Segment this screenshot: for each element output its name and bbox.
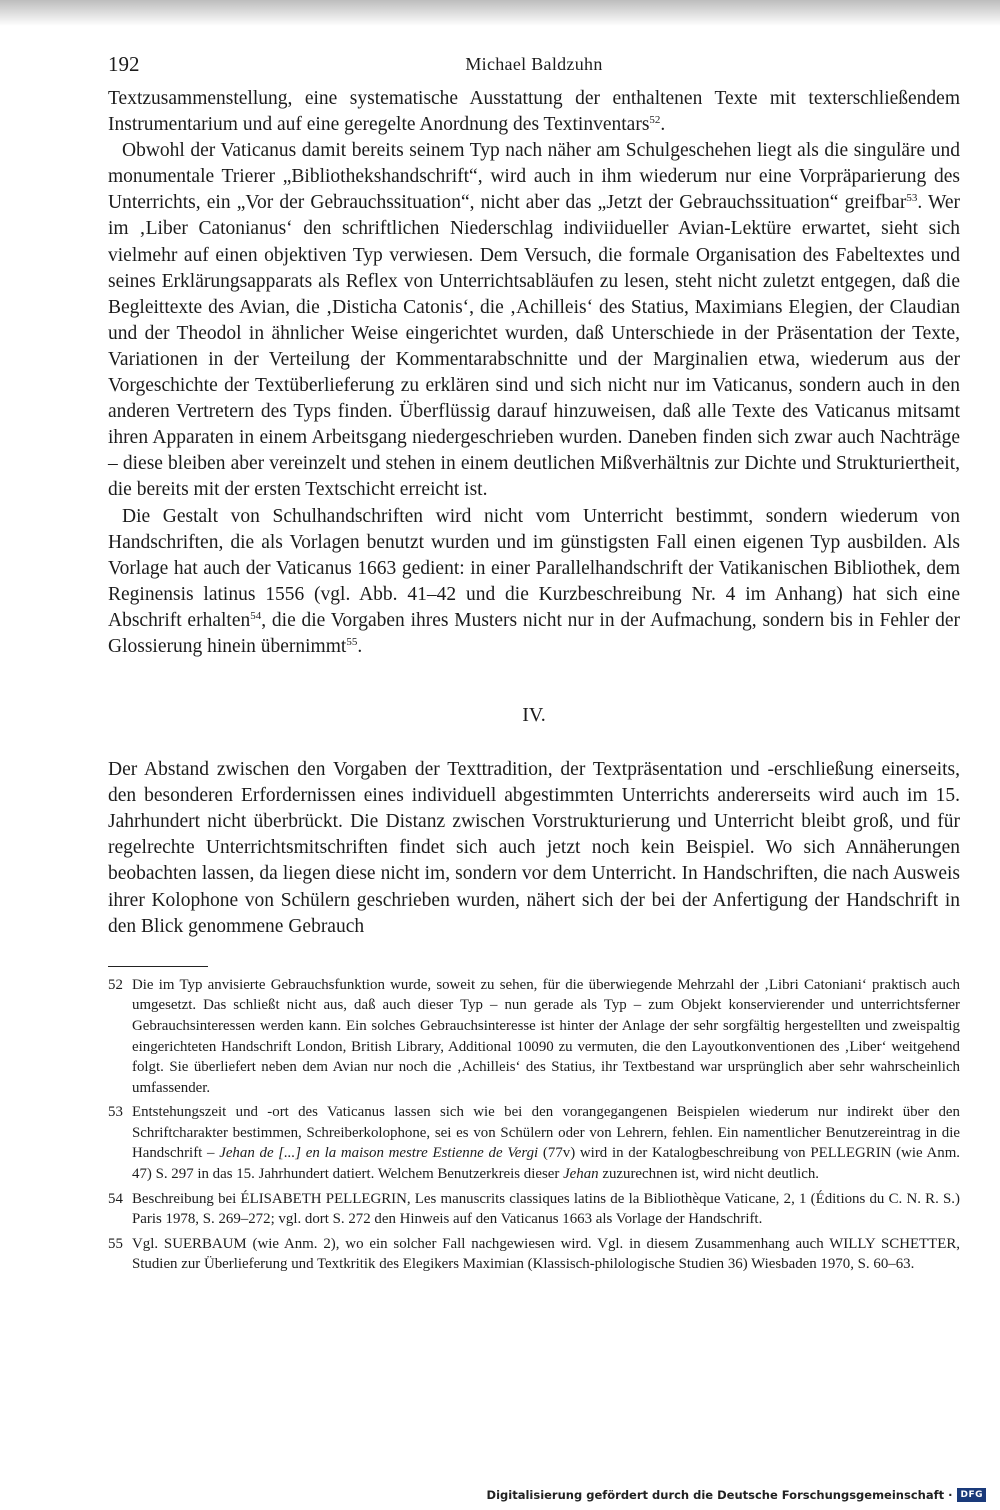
credit-text: Digitalisierung gefördert durch die Deutsche Forschungsgemeinschaft · bbox=[486, 1488, 953, 1502]
paragraph-1-text: Textzusammenstellung, eine systematische Ausstattung der enthaltenen Texte mit texterschließendem Instrumentarium und auf eine geregelte Anordnung des Textinventars bbox=[108, 88, 960, 136]
footnote-52 bbox=[108, 975, 960, 1099]
paragraph-1 bbox=[108, 86, 960, 138]
footnote-number: 54 bbox=[108, 1190, 123, 1207]
dfg-logo: DFG bbox=[957, 1488, 986, 1502]
paragraph-2-text-a: Obwohl der Vaticanus damit bereits seinem Typ nach näher am Schulgeschehen liegt als die singuläre und monumentale Trierer „Bibliothekshandschrift“, wird auch in ihm wiederum nur eine Vorpräparierung des Unterrichts, ein „Vor der Gebrauchssituation“, nicht aber das „Jetzt der Gebrauchssituation“ greifbar bbox=[108, 140, 960, 214]
footnote-text: (77v) wird in der Katalogbeschreibung von PELLEGRIN (wie Anm. 47) S. 297 in das 15. Jahrhundert datiert. Welchem Benutzerkreis dieser bbox=[132, 1145, 961, 1183]
footnote-text: Beschreibung bei ÉLISABETH PELLEGRIN, Les manuscrits classiques latins de la Bibliothèque Vaticane, 2, 1 (Éditions du C. N. R. S.) Paris 1978, S. 269–272; vgl. dort S. 272 den Hinweis auf den Vaticanus 1663 als Vorlage der Handschrift. bbox=[132, 1190, 960, 1228]
footnotes bbox=[108, 975, 960, 1275]
digitization-credit bbox=[487, 1488, 986, 1502]
paragraph-3-end: . bbox=[357, 635, 363, 657]
footnote-text: Entstehungszeit und -ort des Vaticanus lassen sich wie bei den vorangegangenen Beispielen wiederum nur indirekt über den Schriftcharakter bestimmen, Schreiberkolophone, sei es von Schülern oder von Lehrern, fehlen. Ein namentlicher Benutzereintrag in die Handschrift – bbox=[132, 1104, 960, 1162]
scan-edge bbox=[0, 0, 1000, 26]
body-text bbox=[108, 86, 960, 940]
page-number: 192 bbox=[108, 52, 140, 76]
paragraph-2 bbox=[108, 138, 960, 503]
book-page bbox=[108, 52, 960, 1279]
footnote-ref-52[interactable]: 52 bbox=[649, 114, 661, 127]
running-head bbox=[108, 52, 960, 86]
paragraph-3-text-b: , die die Vorgaben ihres Musters nicht nur in der Aufmachung, sondern bis in Fehler der Glossierung hinein übernimmt bbox=[108, 609, 960, 657]
footnote-italic: Jehan bbox=[563, 1166, 599, 1183]
paragraph-2-text-b: . Wer im ‚Liber Catonianus‘ den schriftlichen Niederschlag indiviidueller Avian-Lektüre erwartet, sieht sich vielmehr auf einen objektiven Typ verwiesen. Dem Versuch, die formale Organisation des Fabeltextes und seines Erklärungsapparats als Reflex von Unterrichtsabläufen zu lesen, steht nicht zuletzt entgegen, daß die Begleittexte des Avian, die ‚Disticha Catonis‘, die ‚Achilleis‘ des Statius, Maximians Elegien, der Claudian und der Theodol in ähnlicher Weise eingerichtet wurden, daß Unterschiede in der Präsentation der Texte, Variationen in der Verteilung der Kommentarabschnitte und der Marginalien etwa, wiederum aus der Vorgeschichte der Textüberlieferung zu erklären sind und sich nicht nur im Vaticanus, sondern auch in den anderen Vertretern des Typs finden. Überflüssig darauf hinzuweisen, daß alle Texte des Vaticanus mitsamt ihren Apparaten in einem Arbeitsgang niedergeschrieben wurden. Daneben finden sich zwar auch Nachträge – diese bleiben aber vereinzelt und stehen in einem deutlichen Mißverhältnis zur Dichte und Strukturiertheit, die bereits mit der ersten Textschicht erreicht ist. bbox=[108, 192, 961, 501]
footnote-ref-53[interactable]: 53 bbox=[906, 192, 918, 205]
footnote-53 bbox=[108, 1102, 960, 1184]
running-author: Michael Baldzuhn bbox=[465, 54, 603, 74]
paragraph-4: Der Abstand zwischen den Vorgaben der Texttradition, der Textpräsentation und -erschließung einerseits, den besonderen Erfordernissen eines individuell abgestimmten Unterrichts andererseits wird auch im 15. Jahrhundert nicht überbrückt. Die Distanz zwischen Vorstrukturierung und Unterricht bleibt groß, und für regelrechte Unterrichtsmitschriften findet sich auch jetzt noch kein Beispiel. Wo sich Annäherungen beobachten lassen, da liegen diese nicht im, sondern vor dem Unterricht. In Handschriften, die nach Ausweis ihrer Kolophone von Schülern geschrieben wurden, nähert sich der bei der Anfertigung der Handschrift in den Blick genommene Gebrauch bbox=[108, 759, 960, 937]
footnote-text: Die im Typ anvisierte Gebrauchsfunktion wurde, soweit zu sehen, für die überwiegende Mehrzahl der ‚Libri Catoniani‘ praktisch auch umgesetzt. Das schließt nicht aus, daß auch dieser Typ – nun gerade als Typ – zum Objekt konservierender und unterrichtsferner Gebrauchsinteressen werden kann. Ein solches Gebrauchsinteresse ist hinter der Anlage der sehr sorgfältig hergestellten und zweispaltig eingerichteten Handschrift London, British Library, Additional 10090 zu vermuten, die den Layoutkonventionen des ‚Liber‘ weitgehend folgt. Sie überliefert neben dem Avian nur noch die ‚Achilleis‘ des Statius, ihr Textbestand war ursprünglich aber sehr wahrscheinlich umfassender. bbox=[132, 976, 960, 1096]
footnote-number: 55 bbox=[108, 1235, 123, 1252]
footnote-text: Vgl. SUERBAUM (wie Anm. 2), wo ein solcher Fall nachgewiesen wird. Vgl. in diesem Zusammenhang auch WILLY SCHETTER, Studien zur Überlieferung und Textkritik des Elegikers Maximian (Klassisch-philologische Studien 36) Wiesbaden 1970, S. 60–63. bbox=[132, 1235, 960, 1273]
footnote-ref-54[interactable]: 54 bbox=[250, 609, 262, 622]
footnote-divider bbox=[108, 966, 208, 967]
footnote-text: zuzurechnen ist, wird nicht deutlich. bbox=[598, 1166, 820, 1183]
paragraph-1-end: . bbox=[660, 114, 666, 136]
paragraph-3 bbox=[108, 504, 960, 661]
footnote-55 bbox=[108, 1234, 960, 1275]
footnote-italic: Jehan de [...] en la maison mestre Estienne de Vergi bbox=[219, 1145, 539, 1162]
footnote-ref-55[interactable]: 55 bbox=[346, 635, 358, 648]
section-heading: IV. bbox=[522, 704, 546, 727]
footnote-number: 52 bbox=[108, 976, 123, 993]
footnote-number: 53 bbox=[108, 1104, 123, 1121]
paragraph-3-text-a: Die Gestalt von Schulhandschriften wird nicht vom Unterricht bestimmt, sondern wiederum von Handschriften, die als Vorlagen benutzt wurden und im günstigsten Fall einen eigenen Typ ausbilden. Als Vorlage hat auch der Vaticanus 1663 gedient: in einer Parallelhandschrift der Vatikanischen Bibliothek, dem Reginensis latinus 1556 (vgl. Abb. 41–42 und die Kurzbeschreibung Nr. 4 im Anhang) hat sich eine Abschrift erhalten bbox=[108, 505, 960, 631]
footnote-54 bbox=[108, 1189, 960, 1230]
